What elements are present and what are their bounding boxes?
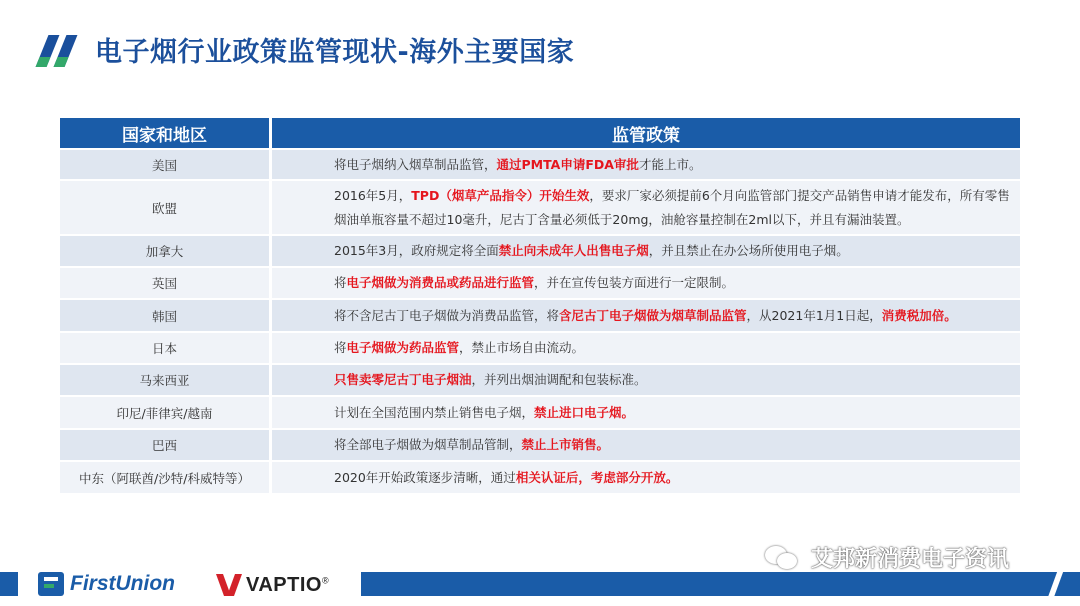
table-header-row bbox=[60, 118, 1020, 148]
policy-cell bbox=[272, 395, 1020, 428]
region-cell: 日本 bbox=[60, 331, 272, 363]
policy-text: 将 bbox=[334, 275, 347, 290]
table-row bbox=[60, 395, 1020, 428]
wechat-icon bbox=[765, 546, 801, 570]
policy-highlight: 通过PMTA申请FDA审批 bbox=[496, 156, 639, 172]
footer-band-right bbox=[361, 572, 1080, 596]
policy-highlight: 含尼古丁电子烟做为烟草制品监管 bbox=[559, 307, 747, 323]
policy-text: 2020年开始政策逐步清晰，通过 bbox=[334, 469, 516, 485]
policy-highlight: 禁止向未成年人出售电子烟 bbox=[498, 243, 649, 258]
policy-highlight: 电子烟做为消费品或药品进行监管 bbox=[346, 275, 535, 290]
table-row bbox=[60, 179, 1020, 234]
region-cell: 印尼/菲律宾/越南 bbox=[60, 395, 272, 428]
column-header-region: 国家和地区 bbox=[60, 118, 272, 148]
policy-cell bbox=[272, 179, 1020, 234]
policy-highlight: 相关认证后，考虑部分开放。 bbox=[515, 469, 679, 485]
watermark bbox=[765, 542, 1009, 573]
policy-highlight: 电子烟做为药品监管 bbox=[346, 340, 460, 355]
table-row bbox=[60, 428, 1020, 460]
policy-cell bbox=[272, 428, 1020, 460]
policy-cell bbox=[272, 266, 1020, 298]
policy-highlight: 消费税加倍。 bbox=[881, 307, 957, 323]
table-row bbox=[60, 266, 1020, 298]
policy-text: ，并列出烟油调配和包装标准。 bbox=[471, 372, 647, 387]
table-row bbox=[60, 331, 1020, 363]
region-cell: 韩国 bbox=[60, 298, 272, 331]
policy-highlight: 只售卖零尼古丁电子烟油 bbox=[334, 372, 472, 387]
page-title: 电子烟行业政策监管现状-海外主要国家 bbox=[95, 37, 575, 68]
table-row bbox=[60, 460, 1020, 493]
vaptio-logo bbox=[218, 572, 329, 598]
policy-text: 2016年5月， bbox=[334, 187, 412, 203]
column-header-policy: 监管政策 bbox=[272, 118, 1020, 148]
table-row bbox=[60, 148, 1020, 179]
policy-text: ，从2021年1月1日起， bbox=[746, 307, 882, 323]
policy-cell bbox=[272, 148, 1020, 179]
table-row bbox=[60, 298, 1020, 331]
policy-cell bbox=[272, 234, 1020, 266]
policy-text: 2015年3月，政府规定将全面 bbox=[334, 243, 499, 258]
firstunion-logo bbox=[38, 570, 175, 598]
policy-cell bbox=[272, 460, 1020, 493]
table-row bbox=[60, 234, 1020, 266]
region-cell: 马来西亚 bbox=[60, 363, 272, 395]
policy-text: ，并在宣传包装方面进行一定限制。 bbox=[534, 275, 735, 290]
title-slash-logo bbox=[36, 35, 78, 67]
footer-band-left bbox=[0, 572, 18, 596]
policy-text: 将 bbox=[334, 340, 347, 355]
vaptio-mark-icon bbox=[218, 574, 242, 596]
table-row bbox=[60, 363, 1020, 395]
region-cell: 欧盟 bbox=[60, 179, 272, 234]
region-cell: 巴西 bbox=[60, 428, 272, 460]
policy-text: ，并且禁止在办公场所使用电子烟。 bbox=[648, 243, 849, 258]
policy-text: 计划在全国范围内禁止销售电子烟， bbox=[334, 404, 535, 420]
policy-cell bbox=[272, 363, 1020, 395]
policy-table bbox=[60, 118, 1020, 493]
policy-text: 将电子烟纳入烟草制品监管， bbox=[334, 156, 497, 172]
policy-cell bbox=[272, 331, 1020, 363]
region-cell: 中东（阿联酋/沙特/科威特等） bbox=[60, 460, 272, 493]
policy-text: 将不含尼古丁电子烟做为消费品监管，将 bbox=[334, 307, 560, 323]
vaptio-wordmark: VAPTIO® bbox=[246, 573, 330, 596]
policy-highlight: 禁止进口电子烟。 bbox=[534, 404, 635, 420]
table-body bbox=[60, 148, 1020, 493]
policy-cell bbox=[272, 298, 1020, 331]
policy-text: ，禁止市场自由流动。 bbox=[459, 340, 585, 355]
firstunion-mark-icon bbox=[38, 572, 64, 596]
region-cell: 英国 bbox=[60, 266, 272, 298]
policy-highlight: TPD（烟草产品指令）开始生效 bbox=[411, 187, 590, 203]
policy-text: 将全部电子烟做为烟草制品管制， bbox=[334, 437, 522, 452]
policy-text: ，要求厂家必须提前6个月向监管部门提交产品销售申请才能发布，所有零售烟油单瓶容量不超过10毫升，尼古丁含量必须低于20mg，油舱容量控制在2ml以下，并且有漏油装置。 bbox=[334, 187, 1010, 227]
firstunion-wordmark: FirstUnion bbox=[70, 572, 175, 595]
region-cell: 美国 bbox=[60, 148, 272, 179]
region-cell: 加拿大 bbox=[60, 234, 272, 266]
policy-text: 才能上市。 bbox=[638, 156, 702, 172]
policy-highlight: 禁止上市销售。 bbox=[521, 437, 610, 452]
watermark-text: 艾邦新消费电子资讯 bbox=[811, 547, 1010, 572]
